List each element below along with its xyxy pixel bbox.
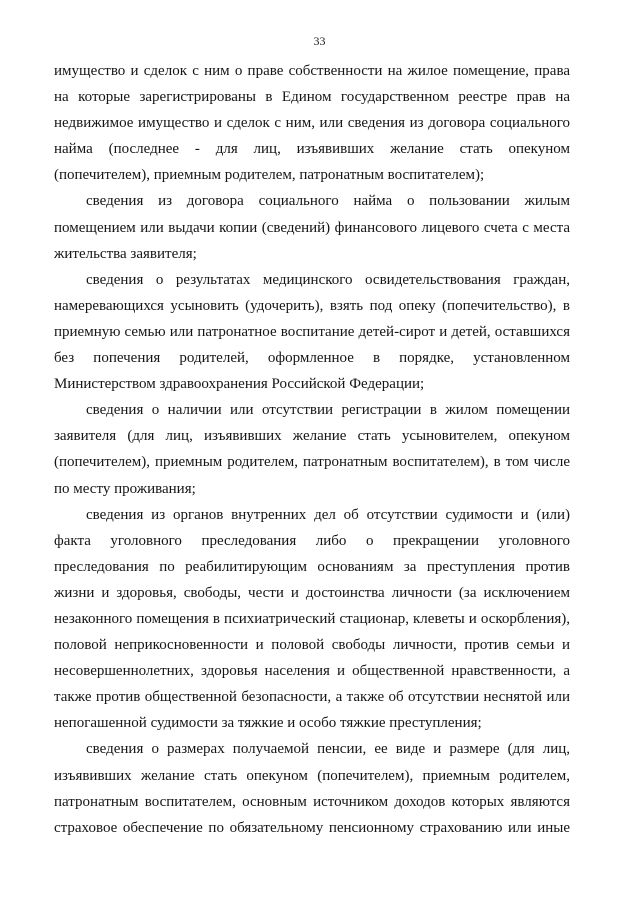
paragraph	[54, 267, 570, 397]
text-line: жительства заявителя;	[54, 245, 197, 262]
text-line: сведения из органов внутренних дел об отсутствии судимости и (или)	[86, 506, 570, 523]
text-line: недвижимое имущество и сделок с ним, или сведения из договора социального	[54, 115, 570, 132]
text-line: также против общественной безопасности, а также об отсутствии неснятой или	[54, 689, 570, 706]
text-line: сведения о наличии или отсутствии регистрации в жилом помещении	[86, 402, 570, 419]
text-line: жизни и здоровья, свободы, чести и достоинства личности (за исключением	[54, 584, 570, 601]
text-line: на которые зарегистрированы в Едином государственном реестре прав на	[54, 89, 570, 106]
text-line: незаконного помещения в психиатрический стационар, клеветы и оскорбления),	[54, 610, 570, 627]
text-line: страховое обеспечение по обязательному пенсионному страхованию или иные	[54, 819, 570, 836]
text-line: имущество и сделок с ним о праве собственности на жилое помещение, права	[54, 63, 570, 79]
text-line: по месту проживания;	[54, 480, 196, 497]
paragraph	[54, 736, 570, 840]
text-line: сведения из договора социального найма о пользовании жилым	[86, 193, 570, 210]
text-line: непогашенной судимости за тяжкие и особо тяжкие преступления;	[54, 715, 482, 732]
text-line: без попечения родителей, оформленное в порядке, установленном	[54, 350, 570, 367]
paragraph	[54, 188, 570, 266]
text-line: несовершеннолетних, здоровья населения и общественной нравственности, а	[54, 663, 570, 680]
text-line: намеревающихся усыновить (удочерить), взять под опеку (попечительство), в	[54, 297, 570, 314]
text-line: приемную семью или патронатное воспитание детей-сирот и детей, оставшихся	[54, 323, 570, 340]
page-number: 33	[313, 34, 326, 48]
text-line: преследования по реабилитирующим основаниям за преступления против	[54, 558, 570, 575]
text-line: Министерством здравоохранения Российской Федерации;	[54, 376, 425, 393]
paragraph	[54, 502, 570, 737]
text-line: изъявивших желание стать опекуном (попечителем), приемным родителем,	[54, 767, 570, 784]
text-line: сведения о размерах получаемой пенсии, ее виде и размере (для лиц,	[86, 741, 570, 758]
text-line: патронатным воспитателем, основным источником доходов которых являются	[54, 793, 570, 810]
text-line: заявителя (для лиц, изъявивших желание стать усыновителем, опекуном	[54, 428, 570, 445]
text-line: (попечителем), приемным родителем, патронатным воспитателем), в том числе	[54, 454, 570, 471]
paragraph	[54, 58, 570, 188]
paragraph	[54, 397, 570, 501]
text-line: найма (последнее - для лиц, изъявивших желание стать опекуном	[54, 141, 570, 158]
text-line: помещением или выдачи копии (сведений) финансового лицевого счета с места	[54, 219, 570, 236]
text-line: сведения о результатах медицинского освидетельствования граждан,	[86, 271, 570, 288]
text-line: половой неприкосновенности и половой свободы личности, против семьи и	[54, 637, 570, 654]
body-text	[54, 58, 570, 841]
text-line: (попечителем), приемным родителем, патронатным воспитателем);	[54, 167, 485, 184]
text-line: факта уголовного преследования либо о прекращении уголовного	[54, 532, 570, 549]
